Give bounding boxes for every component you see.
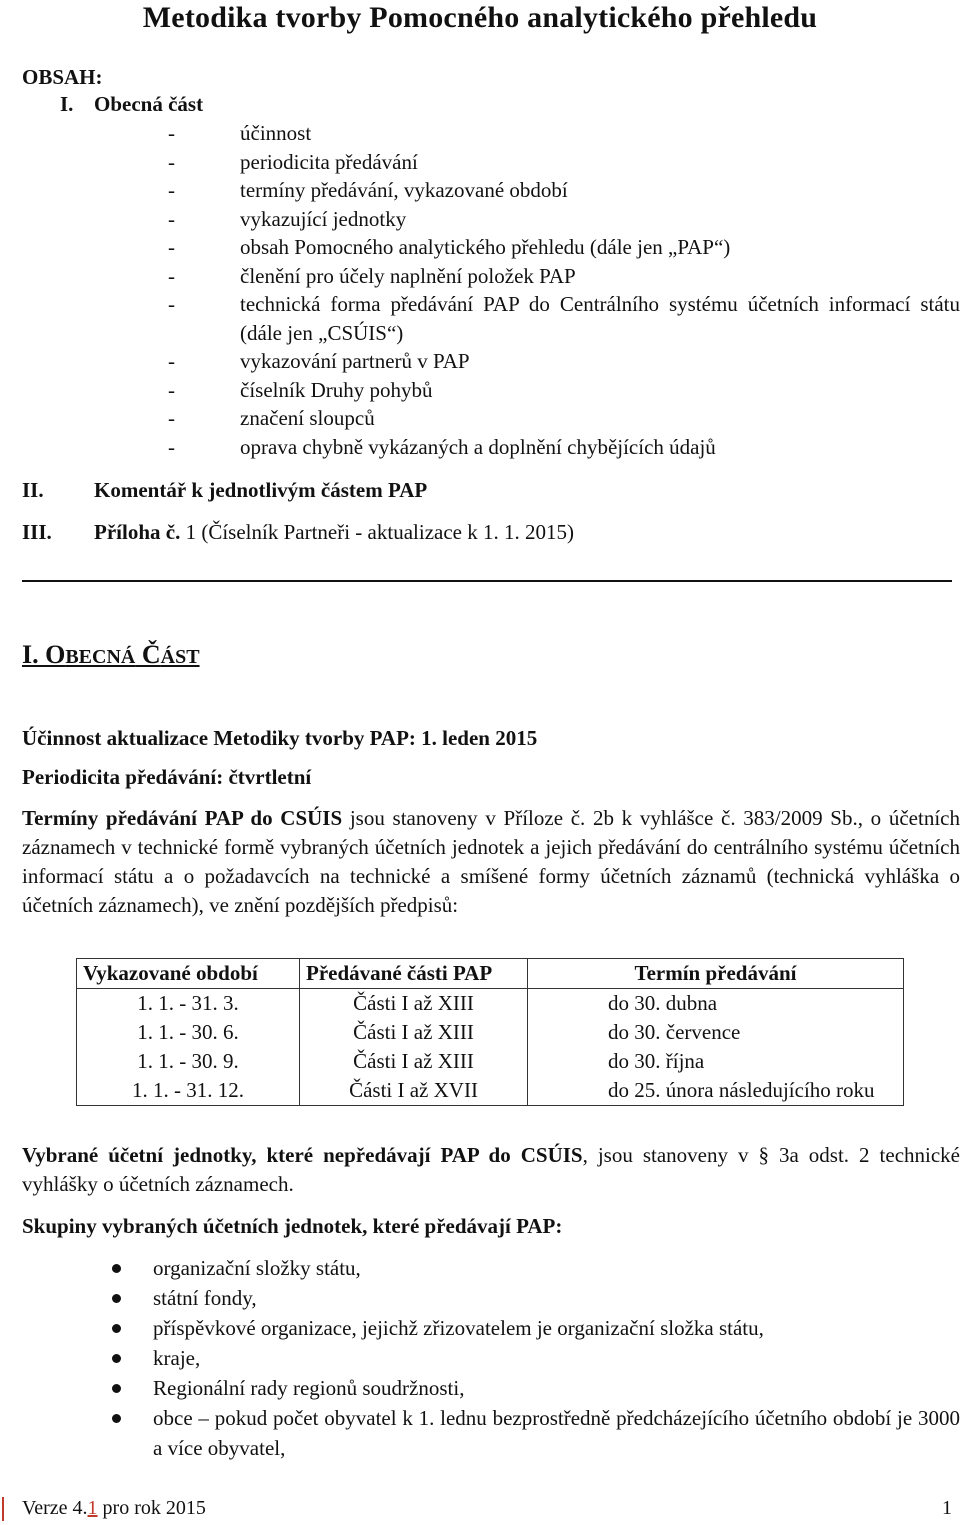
contents-label: OBSAH:	[22, 65, 103, 89]
footer-version-suffix: pro rok 2015	[97, 1497, 206, 1519]
bullet-icon	[112, 1414, 121, 1423]
effectiveness-line: Účinnost aktualizace Metodiky tvorby PAP: 1. leden 2015	[22, 726, 538, 750]
toc-item	[168, 347, 960, 376]
toc-dash: -	[168, 349, 175, 373]
table-cell: 1. 1. - 31. 3.	[77, 989, 300, 1019]
table-row	[77, 1018, 904, 1047]
toc-item	[168, 148, 960, 177]
bullet-icon	[112, 1294, 121, 1303]
toc-item-label: technická forma předávání PAP do Centrálního systému účetních informací státu (dále jen „CSÚIS“)	[240, 292, 960, 345]
heading-part: I. O	[22, 640, 66, 669]
toc-item-label: účinnost	[240, 121, 312, 145]
table-header: Předávané části PAP	[300, 959, 528, 989]
list-item	[0, 1403, 960, 1463]
toc-item-label: číselník Druhy pohybů	[240, 377, 433, 402]
list-item-text: příspěvkové organizace, jejichž zřizovatelem je organizační složka státu,	[153, 1316, 764, 1340]
toc-dash: -	[168, 377, 175, 402]
toc-item	[168, 290, 960, 347]
bullet-icon	[112, 1354, 121, 1363]
section-heading	[22, 638, 200, 674]
deadlines-paragraph	[22, 804, 960, 920]
list-item	[0, 1373, 960, 1403]
toc-dash: -	[168, 178, 175, 202]
page-number: 1	[942, 1497, 952, 1519]
deadlines-paragraph-text: jsou stanoveny v Příloze č. 2b k vyhlášce č. 383/2009 Sb., o účetních záznamech v technické formě vybraných účetních jednotek a jejich předávání do centrálního systému účetních informací státu a o požadavcích na technické a smíšené formy účetních záznamů (technická vyhláška o účetních záznamech), ve znění pozdějších předpisů:	[22, 806, 960, 917]
table-cell: Části I až XVII	[300, 1076, 528, 1106]
toc-item-label: vykazování partnerů v PAP	[240, 349, 470, 373]
toc-item-label: obsah Pomocného analytického přehledu (dále jen „PAP“)	[240, 235, 731, 259]
toc-item	[168, 233, 960, 262]
selected-units-text: , jsou stanoveny v § 3a odst. 2 technické vyhlášky o účetních záznamech.	[22, 1143, 960, 1196]
footer-version	[22, 1495, 206, 1521]
toc-item-label: periodicita předávání	[240, 149, 418, 174]
horizontal-divider	[22, 580, 952, 582]
groups-list	[0, 1253, 960, 1463]
list-item	[0, 1283, 960, 1313]
toc-item	[168, 404, 960, 433]
toc-dash: -	[168, 121, 175, 145]
table-header: Vykazované období	[77, 959, 300, 989]
toc-dash: -	[168, 434, 175, 459]
bullet-icon	[112, 1324, 121, 1333]
heading-part: ÁST	[160, 646, 200, 668]
toc-item-label: oprava chybně vykázaných a doplnění chybějících údajů	[240, 434, 716, 459]
periodicity-line: Periodicita předávání: čtvrtletní	[22, 765, 312, 789]
table-cell: do 30. dubna	[528, 989, 904, 1019]
toc-section-3-label: 1 (Číselník Partneři - aktualizace k 1. 1. 2015)	[185, 520, 574, 544]
groups-heading: Skupiny vybraných účetních jednotek, které předávají PAP:	[22, 1214, 563, 1238]
heading-part: Č	[135, 640, 161, 669]
list-item-text: Regionální rady regionů soudržnosti,	[153, 1376, 465, 1400]
table-cell: do 30. října	[528, 1047, 904, 1076]
toc-section-2-label: Komentář k jednotlivým částem PAP	[94, 478, 428, 502]
table-header: Termín předávání	[528, 959, 904, 989]
toc-section-2-number: II.	[22, 478, 44, 502]
toc-item	[168, 376, 960, 405]
selected-units-bold: Vybrané účetní jednotky, které nepředávají PAP do CSÚIS	[22, 1143, 583, 1167]
list-item-text: státní fondy,	[153, 1286, 257, 1310]
toc-list	[168, 119, 960, 461]
bullet-icon	[112, 1264, 121, 1273]
toc-item-label: značení sloupců	[240, 406, 375, 430]
table-header-row	[77, 959, 904, 989]
document-title: Metodika tvorby Pomocného analytického přehledu	[142, 1, 818, 34]
toc-dash: -	[168, 149, 175, 174]
toc-dash: -	[168, 406, 175, 430]
table-cell: do 30. července	[528, 1018, 904, 1047]
table-row	[77, 1047, 904, 1076]
table-cell: 1. 1. - 30. 9.	[77, 1047, 300, 1076]
footer-version-text: Verze 4.	[22, 1497, 88, 1519]
toc-dash: -	[168, 292, 175, 316]
bullet-icon	[112, 1384, 121, 1393]
toc-item	[168, 433, 960, 462]
toc-item	[168, 205, 960, 234]
heading-part: BECNÁ	[65, 646, 136, 668]
list-item-text: kraje,	[153, 1346, 201, 1370]
table-cell: 1. 1. - 30. 6.	[77, 1018, 300, 1047]
toc-section-3-label-bold: Příloha č.	[94, 520, 181, 544]
deadlines-paragraph-bold: Termíny předávání PAP do CSÚIS	[22, 806, 343, 830]
toc-section-1	[60, 89, 203, 119]
toc-item	[168, 262, 960, 291]
toc-item	[168, 119, 960, 148]
schedule-table	[76, 958, 904, 1106]
table-cell: 1. 1. - 31. 12.	[77, 1076, 300, 1106]
list-item-text: organizační složky státu,	[153, 1256, 361, 1280]
toc-item-label: vykazující jednotky	[240, 206, 407, 231]
toc-dash: -	[168, 263, 175, 288]
toc-item	[168, 176, 960, 205]
toc-dash: -	[168, 206, 175, 231]
toc-item-label: termíny předávání, vykazované období	[240, 178, 568, 202]
list-item-text: obce – pokud počet obyvatel k 1. lednu bezprostředně předcházejícího účetního období je 3000 a více obyvatel,	[153, 1406, 960, 1460]
toc-dash: -	[168, 235, 175, 259]
list-item	[0, 1343, 960, 1373]
footer-version-revision: 1	[87, 1497, 98, 1519]
selected-units-paragraph	[22, 1141, 960, 1199]
table-cell: do 25. února následujícího roku	[528, 1076, 904, 1106]
table-cell: Části I až XIII	[300, 989, 528, 1019]
list-item	[0, 1313, 960, 1343]
footer-revision-bar	[2, 1497, 4, 1521]
table-cell: Části I až XIII	[300, 1047, 528, 1076]
toc-item-label: členění pro účely naplnění položek PAP	[240, 263, 576, 288]
list-item	[0, 1253, 960, 1283]
toc-section-1-number: I.	[60, 92, 74, 116]
toc-section-1-label: Obecná část	[94, 92, 204, 116]
table-cell: Části I až XIII	[300, 1018, 528, 1047]
table-row	[77, 1076, 904, 1106]
toc-section-3	[22, 517, 574, 547]
toc-section-3-number: III.	[22, 520, 52, 544]
table-row	[77, 989, 904, 1019]
toc-section-2	[22, 475, 427, 505]
